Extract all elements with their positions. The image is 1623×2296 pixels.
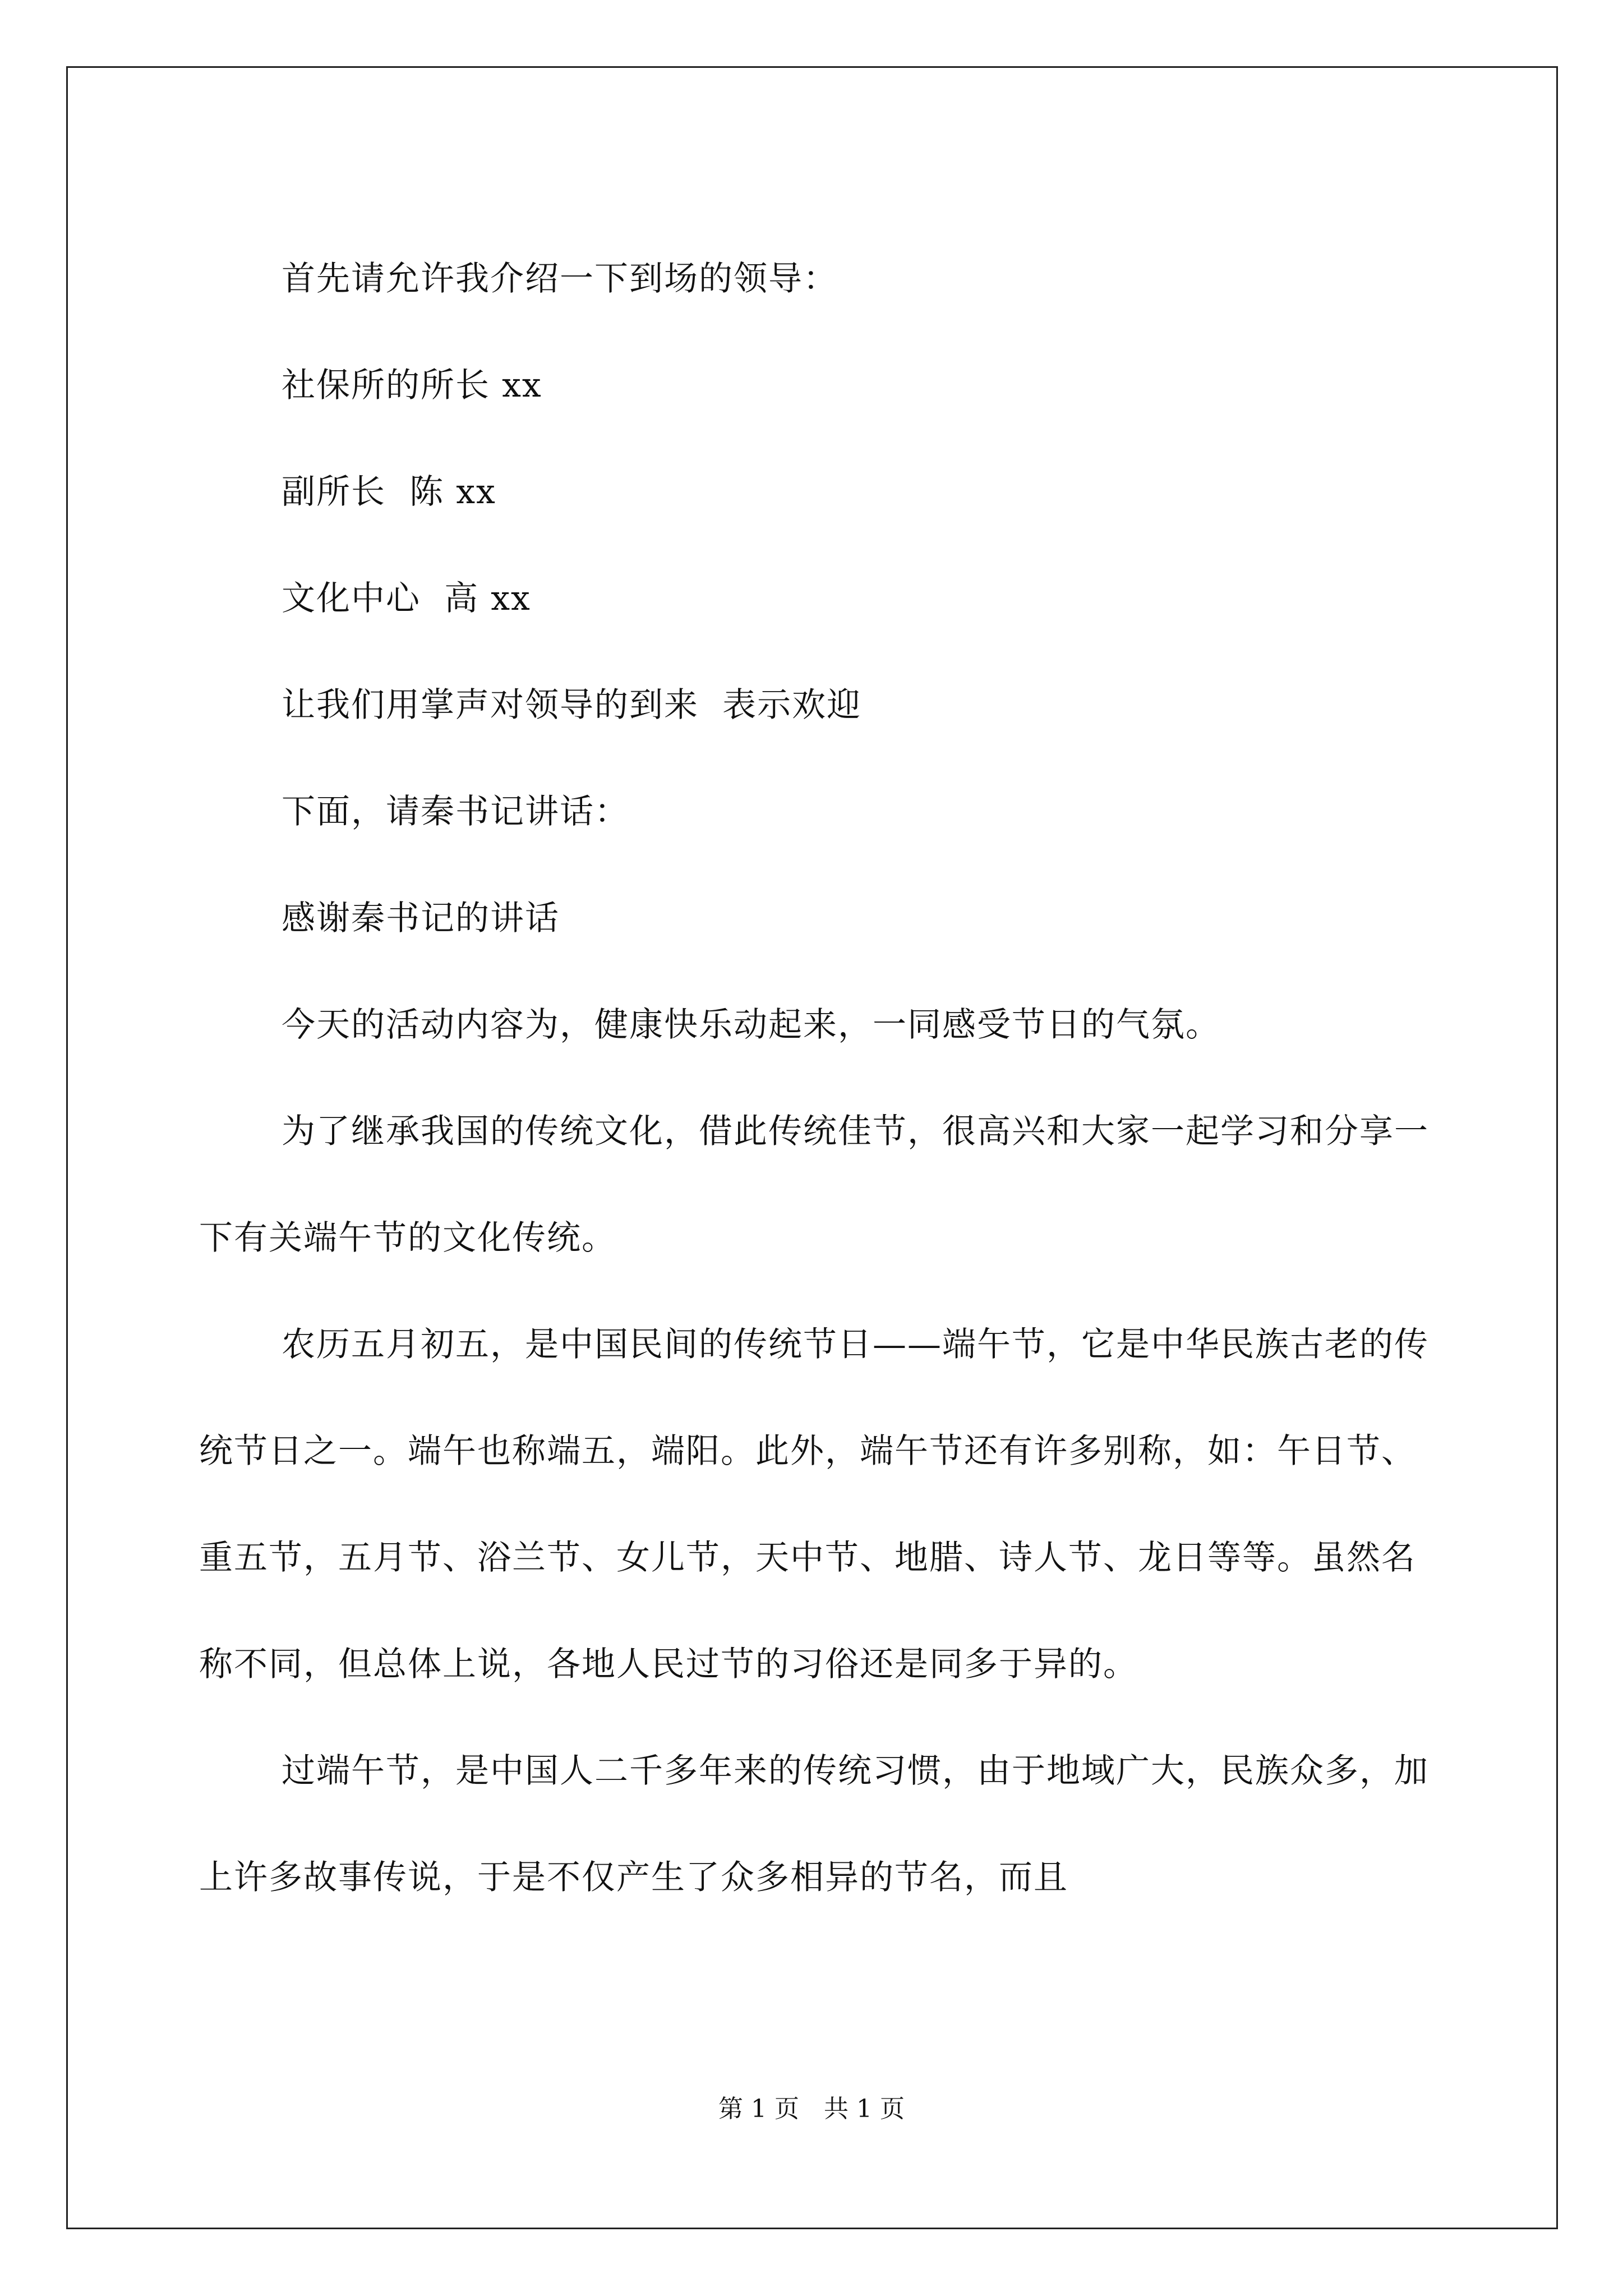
paragraph-festival-origin: 农历五月初五，是中国民间的传统节日——端午节，它是中华民族古老的传统节日之一。端午也称端五，端阳。此外，端午节还有许多别称，如：午日节、重五节，五月节、浴兰节、女儿节，天中节、地腊、诗人节、龙日等等。虽然名称不同，但总体上说，各地人民过节的习俗还是同多于异的。: [199, 1325, 1429, 1684]
paragraph-tradition: 为了继承我国的传统文化，借此传统佳节，很高兴和大家一起学习和分享一下有关端午节的文化传统。: [199, 1112, 1429, 1258]
paragraph-leader-2: 副所长 陈 xx: [282, 472, 496, 512]
paragraph-leader-1: 社保所的所长 xx: [282, 366, 542, 405]
paragraph-leader-3: 文化中心 高 xx: [282, 579, 531, 618]
paragraph-activity: 今天的活动内容为，健康快乐动起来，一同感受节日的气氛。: [282, 1005, 1220, 1045]
paragraph-welcome: 让我们用掌声对领导的到来 表示欢迎: [282, 685, 862, 725]
paragraph-thanks: 感谢秦书记的讲话: [282, 899, 560, 938]
document-body: [199, 226, 1438, 1931]
paragraph-speech-intro: 下面，请秦书记讲话：: [282, 792, 629, 831]
paragraph-intro: 首先请允许我介绍一下到场的领导：: [282, 259, 838, 298]
page-footer: 第 1 页 共 1 页: [718, 2095, 905, 2123]
paragraph-festival-customs: 过端午节，是中国人二千多年来的传统习惯，由于地域广大，民族众多，加上许多故事传说，于是不仅产生了众多相异的节名，而且: [199, 1751, 1429, 1897]
